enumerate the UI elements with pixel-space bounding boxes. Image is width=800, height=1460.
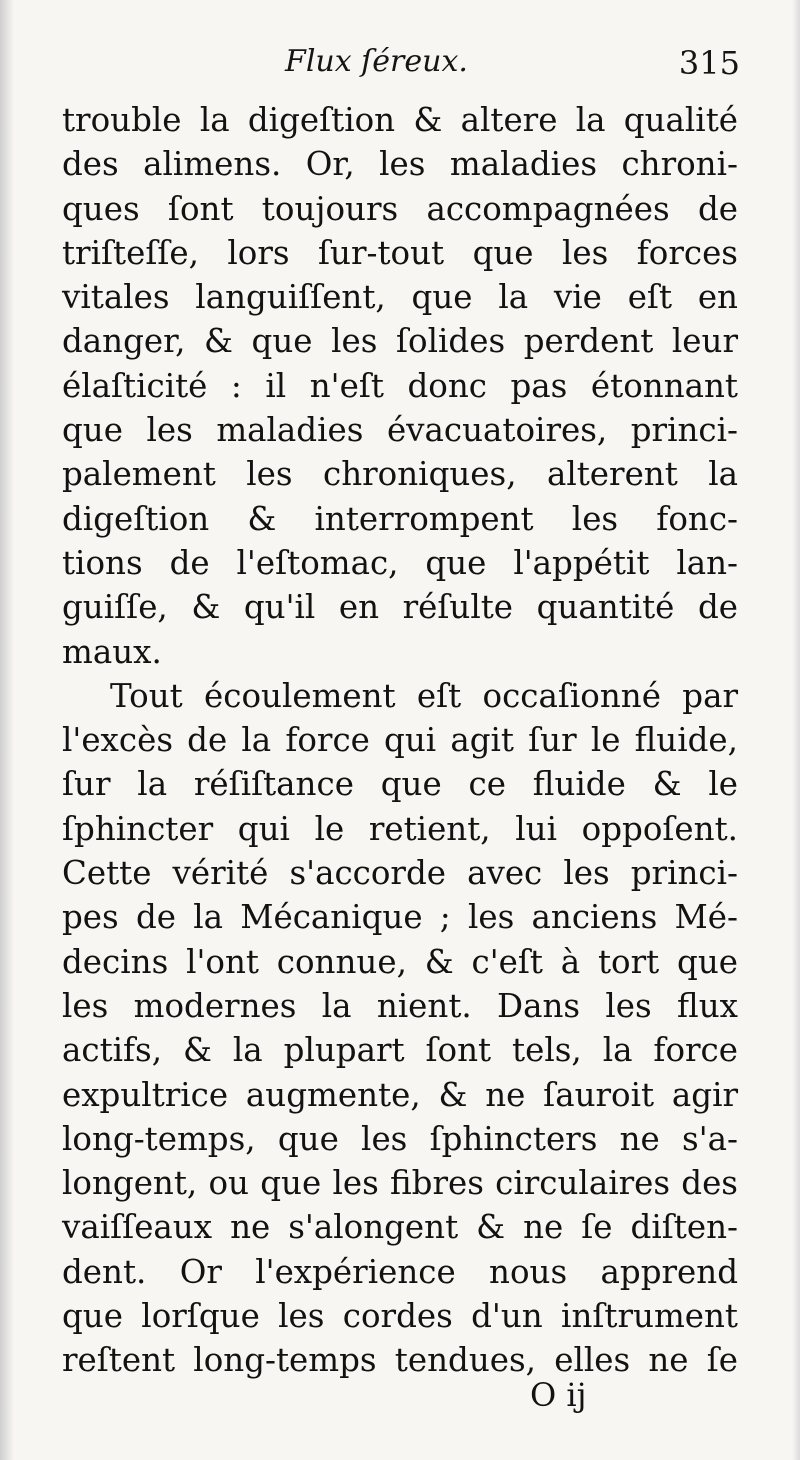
text-line: reſtent long-temps tendues, elles ne ſe (62, 1341, 738, 1380)
running-head: Flux ſéreux. (285, 44, 468, 79)
text-line: tions de l'eſtomac, que l'appétit lan- (62, 543, 738, 582)
text-line: triſteſſe, lors ſur-tout que les forces (62, 233, 738, 272)
text-line: que lorſque les cordes d'un inſtrument (62, 1297, 738, 1336)
text-line: l'excès de la force qui agit ſur le fluide, (62, 721, 738, 760)
page-header (60, 44, 740, 92)
text-line: dent. Or l'expérience nous apprend (62, 1252, 738, 1291)
page-right-shadow (792, 0, 800, 1460)
text-line: élaſticité : il n'eſt donc pas étonnant (62, 366, 738, 405)
text-line: des alimens. Or, les maladies chroni- (62, 145, 738, 184)
signature-mark: O ij (530, 1376, 587, 1414)
text-line: digeſtion & interrompent les fonc- (62, 499, 738, 538)
text-line: decins l'ont connue, & c'eſt à tort que (62, 942, 738, 981)
paragraph-start-line: Tout écoulement eſt occaſionné par (110, 676, 738, 715)
text-line: palement les chroniques, alterent la (62, 455, 738, 494)
text-line: longent, ou que les fibres circulaires des (62, 1164, 738, 1203)
text-line: guiſſe, & qu'il en réſulte quantité de (62, 588, 738, 627)
text-line: les modernes la nient. Dans les flux (62, 986, 738, 1025)
text-line: ſphincter qui le retient, lui oppoſent. (62, 809, 738, 848)
text-line: trouble la digeſtion & altere la qualité (62, 101, 738, 139)
text-line: expultrice augmente, & ne ſauroit agir (62, 1075, 738, 1114)
text-line: ſur la réſiſtance que ce fluide & le (62, 765, 738, 804)
text-line: vitales languiſſent, que la vie eſt en (62, 278, 738, 317)
text-line: Cette vérité s'accorde avec les princi- (62, 854, 738, 893)
page-left-shadow (0, 0, 14, 1460)
body-text (62, 98, 738, 1383)
text-line: que les maladies évacuatoires, princi- (62, 411, 738, 450)
text-line: pes de la Mécanique ; les anciens Mé- (62, 898, 738, 937)
text-line: ques ſont toujours accompagnées de (62, 189, 738, 228)
text-line: actifs, & la plupart ſont tels, la force (62, 1031, 738, 1070)
page-number: 315 (678, 44, 740, 82)
text-line: danger, & que les ſolides perdent leur (62, 322, 738, 361)
text-line: maux. (62, 632, 162, 671)
text-line: long-temps, que les ſphincters ne s'a- (62, 1119, 738, 1158)
text-line: vaiſſeaux ne s'alongent & ne ſe diſten- (62, 1208, 738, 1247)
